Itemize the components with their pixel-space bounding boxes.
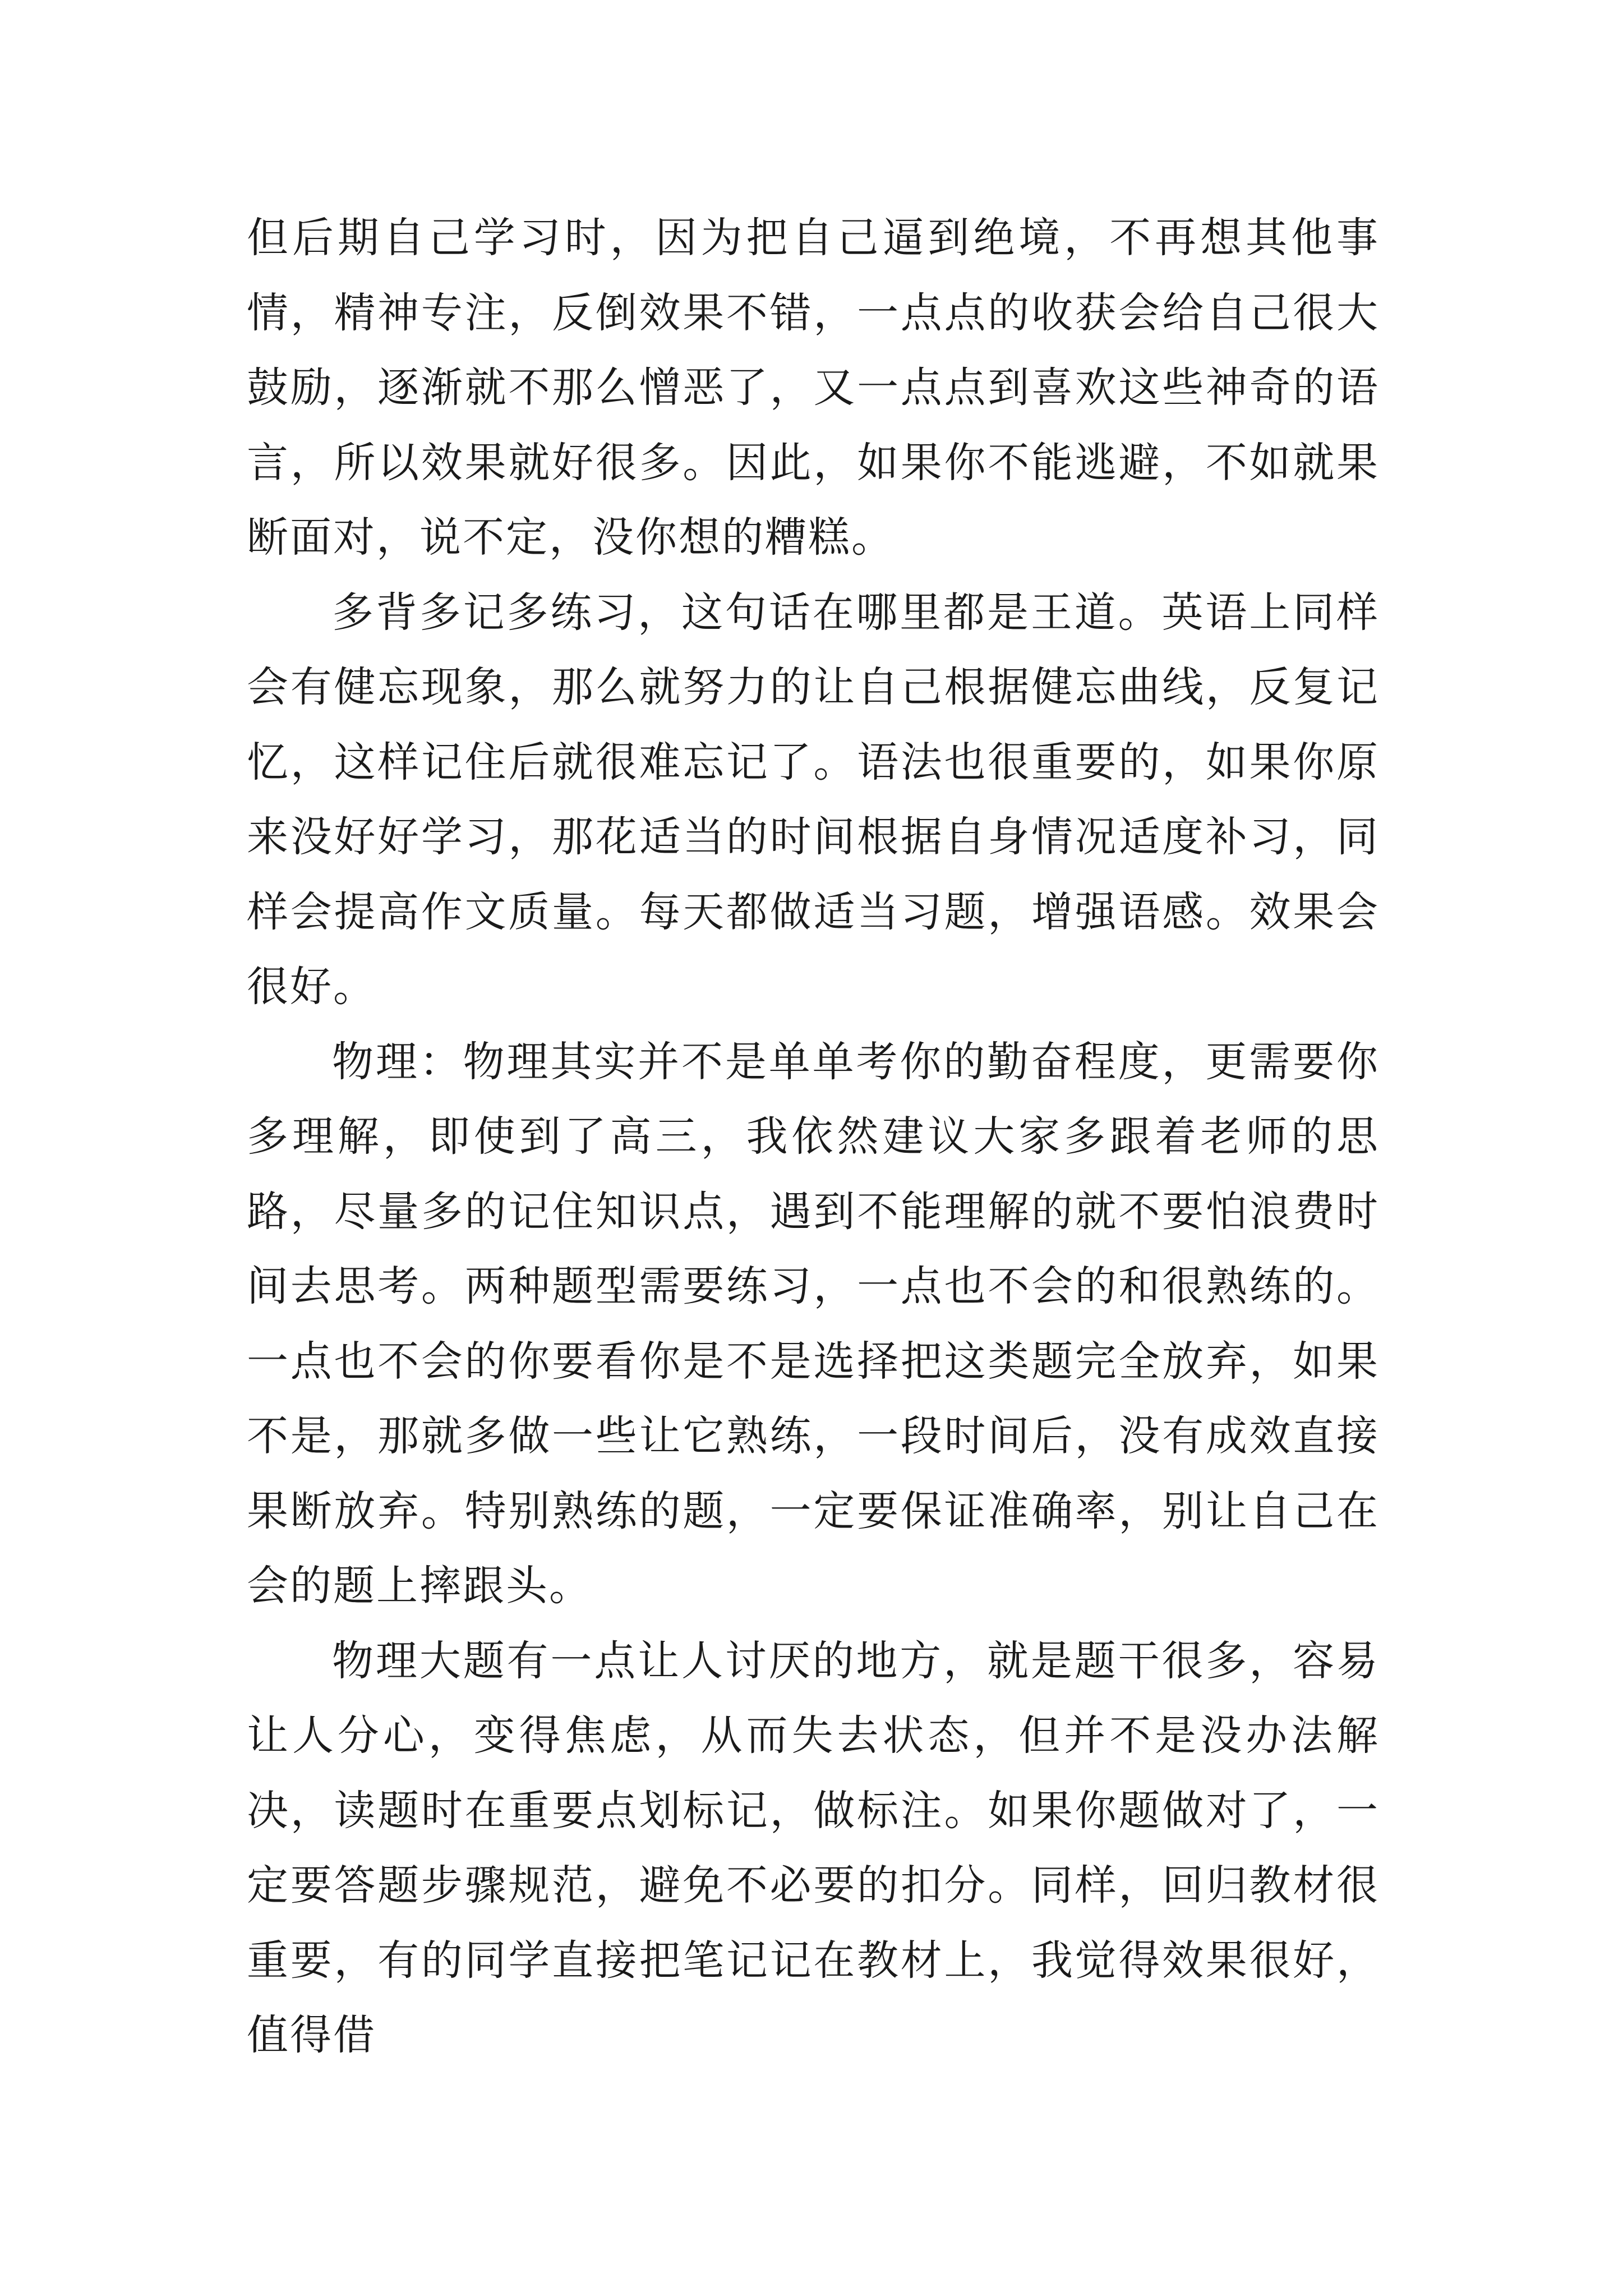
paragraph-english-memorization: 多背多记多练习，这句话在哪里都是王道。英语上同样会有健忘现象，那么就努力的让自己根据健忘曲线，反复记忆，这样记住后就很难忘记了。语法也很重要的，如果你原来没好好学习，那花适当的时间根据自身情况适度补习，同样会提高作文质量。每天都做适当习题，增强语感。效果会很好。 (247, 588, 1380, 1011)
body-text (247, 201, 1380, 2073)
paragraph-continued: 但后期自己学习时，因为把自己逼到绝境，不再想其他事情，精神专注，反倒效果不错，一点点的收获会给自己很大鼓励，逐渐就不那么憎恶了，又一点点到喜欢这些神奇的语言，所以效果就好很多。因此，如果你不能逃避，不如就果断面对，说不定，没你想的糟糕。 (247, 214, 1380, 562)
paragraph-physics-big-questions: 物理大题有一点让人讨厌的地方，就是题干很多，容易让人分心，变得焦虑，从而失去状态，但并不是没办法解决，读题时在重要点划标记，做标注。如果你题做对了，一定要答题步骤规范，避免不必要的扣分。同样，回归教材很重要，有的同学直接把笔记记在教材上，我觉得效果很好，值得借 (247, 1636, 1380, 2059)
paragraph-physics: 物理：物理其实并不是单单考你的勤奋程度，更需要你多理解，即使到了高三，我依然建议大家多跟着老师的思路，尽量多的记住知识点，遇到不能理解的就不要怕浪费时间去思考。两种题型需要练习，一点也不会的和很熟练的。一点也不会的你要看你是不是选择把这类题完全放弃，如果不是，那就多做一些让它熟练，一段时间后，没有成效直接果断放弃。特别熟练的题，一定要保证准确率，别让自己在会的题上摔跟头。 (247, 1037, 1380, 1610)
